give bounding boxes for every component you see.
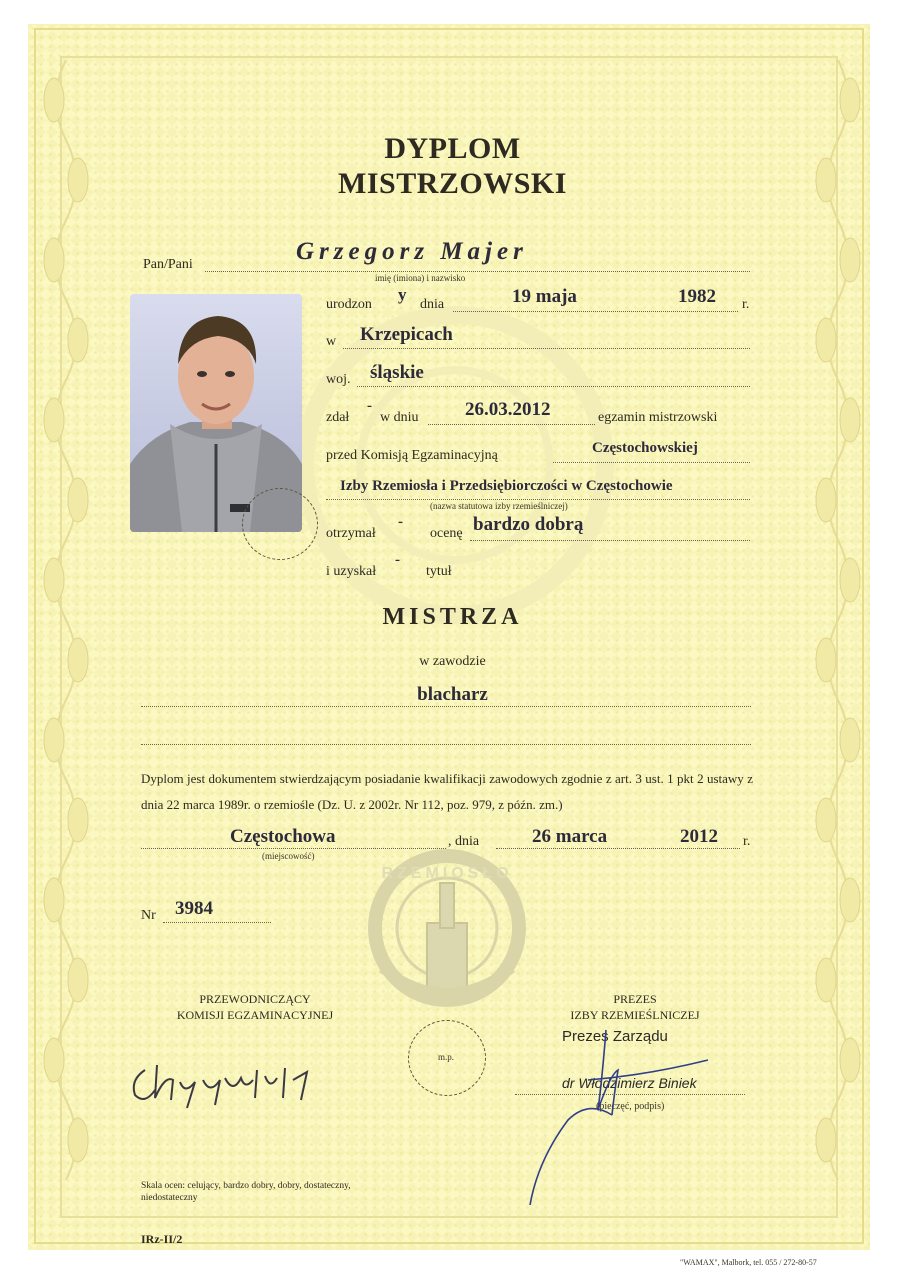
grade-value: bardzo dobrą [473, 514, 584, 535]
voivodeship-value: śląskie [370, 362, 424, 383]
president-stamp-title: Prezes Zarządu [562, 1028, 668, 1045]
chairman-signature [125, 1050, 315, 1110]
obtained-dash: - [395, 552, 400, 568]
number-label: Nr [141, 908, 156, 923]
birth-year-suffix: r. [742, 297, 750, 312]
profession-dotted-line [141, 706, 751, 707]
right-laurel-ornament [808, 60, 868, 1210]
name-label: Pan/Pani [143, 257, 193, 272]
diploma-title-line2: MISTRZOWSKI [338, 167, 567, 200]
president-title-line2: IZBY RZEMIEŚLNICZEJ [570, 1008, 700, 1022]
president-signature [518, 1020, 718, 1210]
grade-dotted-line [470, 540, 750, 541]
exam-date-label: w dniu [380, 410, 419, 425]
chamber-caption: (nazwa statutowa izby rzemieślniczej) [430, 501, 568, 511]
place-dotted-line [343, 348, 750, 349]
profession-dotted-line-2 [141, 744, 751, 745]
passed-dash: - [367, 398, 372, 414]
issue-city-value: Częstochowa [230, 826, 336, 847]
master-title: MISTRZA [382, 604, 523, 630]
printer-imprint: "WAMAX", Malbork, tel. 055 / 272-80-57 [680, 1258, 817, 1267]
grade-label: ocenę [430, 526, 463, 541]
left-laurel-ornament [36, 60, 96, 1210]
commission-label: przed Komisją Egzaminacyjną [326, 448, 498, 463]
chamber-dotted-line [326, 499, 750, 500]
form-code: IRz-II/2 [141, 1232, 183, 1246]
place-label: w [326, 334, 337, 349]
commission-dotted-line [553, 462, 750, 463]
exam-type-text: egzamin mistrzowski [598, 410, 718, 425]
issue-date-value: 26 marca [532, 826, 608, 847]
issue-year-suffix: r. [743, 834, 751, 849]
issue-day-label: , dnia [448, 834, 480, 849]
legal-paragraph: Dyplom jest dokumentem stwierdzającym posiadanie kwalifikacji zawodowych zgodnie z art. 3 ust. 1 pkt 2 ustawy z dnia 22 marca 1989r. o rzemiośle (Dz. U. z 2002r. Nr 112, poz. 979, z późn. zm.) [141, 771, 753, 812]
birth-year-value: 1982 [678, 286, 716, 307]
president-stamp-name: dr Włodzimierz Biniek [562, 1075, 697, 1091]
received-label: otrzymał [326, 526, 376, 541]
birth-day-label: dnia [420, 297, 445, 312]
president-title-line1: PREZES [613, 992, 657, 1006]
born-suffix: y [398, 285, 407, 304]
full-name-value: Grzegorz Majer [296, 238, 528, 265]
name-dotted-line [205, 271, 750, 272]
emblem-text: RZEMIOSŁO [381, 865, 513, 882]
president-caption: (pieczęć, podpis) [596, 1101, 665, 1112]
craft-emblem [362, 848, 532, 1008]
passed-label: zdał [326, 410, 350, 425]
voivodeship-dotted-line [357, 386, 750, 387]
born-label: urodzon [326, 297, 372, 312]
birth-dotted-line [453, 311, 738, 312]
voivodeship-label: woj. [326, 372, 351, 387]
diploma-number-value: 3984 [175, 898, 213, 919]
profession-label: w zawodzie [419, 654, 486, 669]
photo-stamp-circle [242, 488, 318, 560]
exam-date-value: 26.03.2012 [465, 399, 551, 420]
received-dash: - [398, 514, 403, 530]
profession-value: blacharz [417, 684, 488, 705]
seal-placeholder-label: m.p. [437, 1052, 454, 1062]
birth-date-value: 19 maja [512, 286, 577, 307]
issue-year-value: 2012 [680, 826, 718, 847]
watermark-emblem [290, 300, 620, 630]
grade-scale-note: Skala ocen: celujący, bardzo dobry, dobry, dostateczny, niedostateczny [141, 1181, 351, 1203]
chairman-title-line1: PRZEWODNICZĄCY [199, 992, 311, 1006]
title-label: tytuł [426, 564, 452, 579]
exam-date-dotted-line [428, 424, 595, 425]
chairman-title-line2: KOMISJI EGZAMINACYJNEJ [176, 1008, 334, 1022]
commission-value: Częstochowskiej [592, 440, 698, 456]
chamber-value: Izby Rzemiosła i Przedsiębiorczości w Częstochowie [340, 478, 673, 494]
birthplace-value: Krzepicach [360, 324, 453, 345]
diploma-title-line1: DYPLOM [384, 132, 521, 165]
issue-city-caption: (miejscowość) [262, 851, 315, 861]
number-dotted-line [163, 922, 271, 923]
obtained-label: i uzyskał [326, 564, 377, 579]
issue-date-dotted-line [496, 848, 740, 849]
name-caption: imię (imiona) i nazwisko [375, 273, 466, 283]
